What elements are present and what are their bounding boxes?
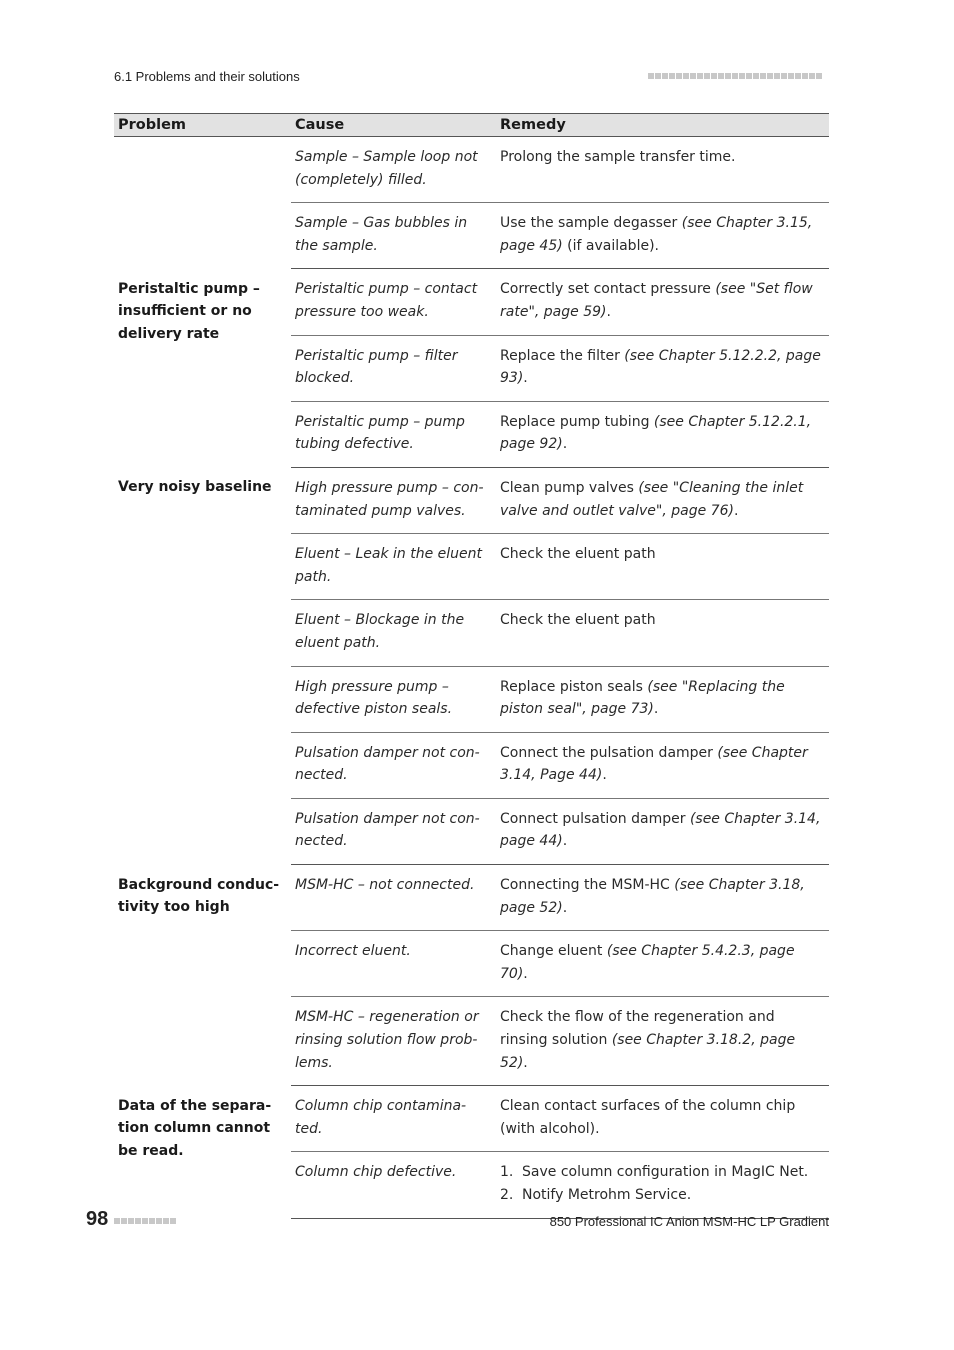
- cause-cell: Sample – Gas bubbles in the sample.: [291, 203, 496, 269]
- remedy-suffix: .: [733, 502, 739, 519]
- remedy-cell: [496, 997, 829, 1086]
- cause-cell: Sample – Sample loop not (completely) filled.: [291, 137, 496, 203]
- remedy-cell: [496, 666, 829, 732]
- remedy-text: Connecting the MSM-HC: [500, 877, 675, 894]
- cause-cell: Peristaltic pump – contact pressure too weak.: [291, 269, 496, 335]
- remedy-cell: [496, 467, 829, 533]
- list-item: [500, 1161, 825, 1184]
- document-title: 850 Professional IC Anion MSM-HC LP Gradient: [549, 1214, 829, 1229]
- remedy-text: Clean contact surfaces of the column chip (with alcohol).: [500, 1098, 796, 1137]
- remedy-steps: [500, 1161, 825, 1206]
- cause-cell: High pressure pump – defective piston seals.: [291, 666, 496, 732]
- remedy-reference: (see Chapter 3.14, Page 44): [500, 744, 808, 784]
- remedy-cell: [496, 401, 829, 467]
- table-header-row: [114, 114, 829, 137]
- remedy-text: Replace piston seals: [500, 678, 648, 695]
- table-row: [114, 137, 829, 203]
- remedy-suffix: .: [653, 701, 659, 718]
- remedy-reference: (see Chapter 3.15, page 45): [500, 215, 813, 254]
- remedy-cell: [496, 335, 829, 401]
- remedy-text: Check the flow of the regeneration and rinsing solution: [500, 1009, 775, 1049]
- problem-cell: Peristaltic pump – insufficient or no delivery rate: [118, 280, 260, 343]
- remedy-cell: [496, 600, 829, 666]
- remedy-cell: [496, 1152, 829, 1218]
- cause-cell: Incorrect eluent.: [291, 931, 496, 997]
- remedy-text: Clean pump valves: [500, 479, 639, 496]
- remedy-reference: (see Chapter 5.12.2.2, page 93): [500, 347, 821, 387]
- remedy-reference: (see Chapter 3.14, page 44): [500, 810, 821, 850]
- remedy-text: Connect pulsation damper: [500, 810, 690, 827]
- cause-cell: Peristaltic pump – filter blocked.: [291, 335, 496, 401]
- problem-cell: Data of the separa-tion column cannot be read.: [118, 1097, 272, 1159]
- remedy-text: Use the sample degasser: [500, 215, 682, 232]
- cause-cell: Peristaltic pump – pump tubing defective.: [291, 401, 496, 467]
- remedy-suffix: .: [602, 767, 607, 784]
- problem-cell: Background conduc-tivity too high: [118, 876, 280, 916]
- table-row: [114, 1086, 829, 1152]
- remedy-text: Replace the filter: [500, 347, 625, 364]
- cause-cell: High pressure pump – con-taminated pump valves.: [291, 467, 496, 533]
- cause-cell: MSM-HC – regeneration or rinsing solution flow prob-lems.: [291, 997, 496, 1086]
- remedy-reference: (see Chapter 3.18, page 52): [500, 877, 805, 916]
- remedy-suffix: .: [523, 370, 528, 387]
- remedy-reference: (see Chapter 3.18.2, page 52): [500, 1032, 796, 1071]
- footer-decoration: [114, 1218, 176, 1224]
- remedy-cell: [496, 269, 829, 335]
- list-item: [500, 1184, 825, 1207]
- remedy-reference: (see "Cleaning the inlet valve and outlet valve", page 76): [500, 479, 804, 519]
- cause-cell: Eluent – Blockage in the eluent path.: [291, 600, 496, 666]
- remedy-suffix: .: [562, 899, 568, 916]
- cause-cell: Pulsation damper not con-nected.: [291, 732, 496, 798]
- remedy-cell: [496, 203, 829, 269]
- remedy-cell: [496, 931, 829, 997]
- remedy-suffix: .: [606, 303, 611, 320]
- remedy-text: Replace pump tubing: [500, 413, 654, 430]
- cause-cell: MSM-HC – not connected.: [291, 865, 496, 931]
- problem-cell: Very noisy baseline: [118, 479, 272, 496]
- step-number: 1.: [500, 1164, 514, 1181]
- remedy-cell: [496, 732, 829, 798]
- cause-cell: Pulsation damper not con-nected.: [291, 798, 496, 864]
- troubleshooting-table: [114, 113, 829, 1219]
- remedy-suffix: .: [562, 436, 568, 453]
- remedy-suffix: .: [523, 1054, 528, 1071]
- problem-cell: [114, 137, 291, 269]
- cause-cell: Column chip defective.: [291, 1152, 496, 1218]
- remedy-reference: (see Chapter 5.4.2.3, page 70): [500, 943, 795, 982]
- remedy-reference: (see "Replacing the piston seal", page 73): [500, 678, 785, 718]
- remedy-suffix: .: [523, 965, 528, 982]
- remedy-suffix: .: [562, 833, 568, 850]
- remedy-cell: [496, 534, 829, 600]
- step-number: 2.: [500, 1187, 514, 1203]
- column-header-problem: Problem: [114, 114, 291, 137]
- remedy-text: Change eluent: [500, 943, 607, 960]
- remedy-text: Connect the pulsation damper: [500, 744, 718, 761]
- remedy-suffix: (if available).: [562, 237, 659, 254]
- remedy-text: Prolong the sample transfer time.: [500, 149, 736, 165]
- remedy-reference: (see "Set flow rate", page 59): [500, 281, 813, 320]
- table-row: [114, 865, 829, 931]
- table-row: [114, 467, 829, 533]
- remedy-cell: [496, 865, 829, 931]
- remedy-text: Check the eluent path: [500, 612, 656, 629]
- remedy-text: Correctly set contact pressure: [500, 281, 716, 298]
- table-row: [114, 269, 829, 335]
- header-decoration: [648, 73, 822, 79]
- remedy-cell: [496, 798, 829, 864]
- remedy-cell: [496, 1086, 829, 1152]
- cause-cell: Eluent – Leak in the eluent path.: [291, 534, 496, 600]
- step-text: Save column configuration in MagIC Net.: [522, 1164, 809, 1181]
- page-number: 98: [86, 1208, 109, 1230]
- column-header-remedy: Remedy: [496, 114, 829, 137]
- column-header-cause: Cause: [291, 114, 496, 137]
- step-text: Notify Metrohm Service.: [522, 1187, 692, 1203]
- cause-cell: Column chip contamina-ted.: [291, 1086, 496, 1152]
- remedy-cell: [496, 137, 829, 203]
- remedy-reference: (see Chapter 5.12.2.1, page 92): [500, 413, 812, 453]
- section-header: 6.1 Problems and their solutions: [114, 69, 300, 84]
- remedy-text: Check the eluent path: [500, 546, 656, 563]
